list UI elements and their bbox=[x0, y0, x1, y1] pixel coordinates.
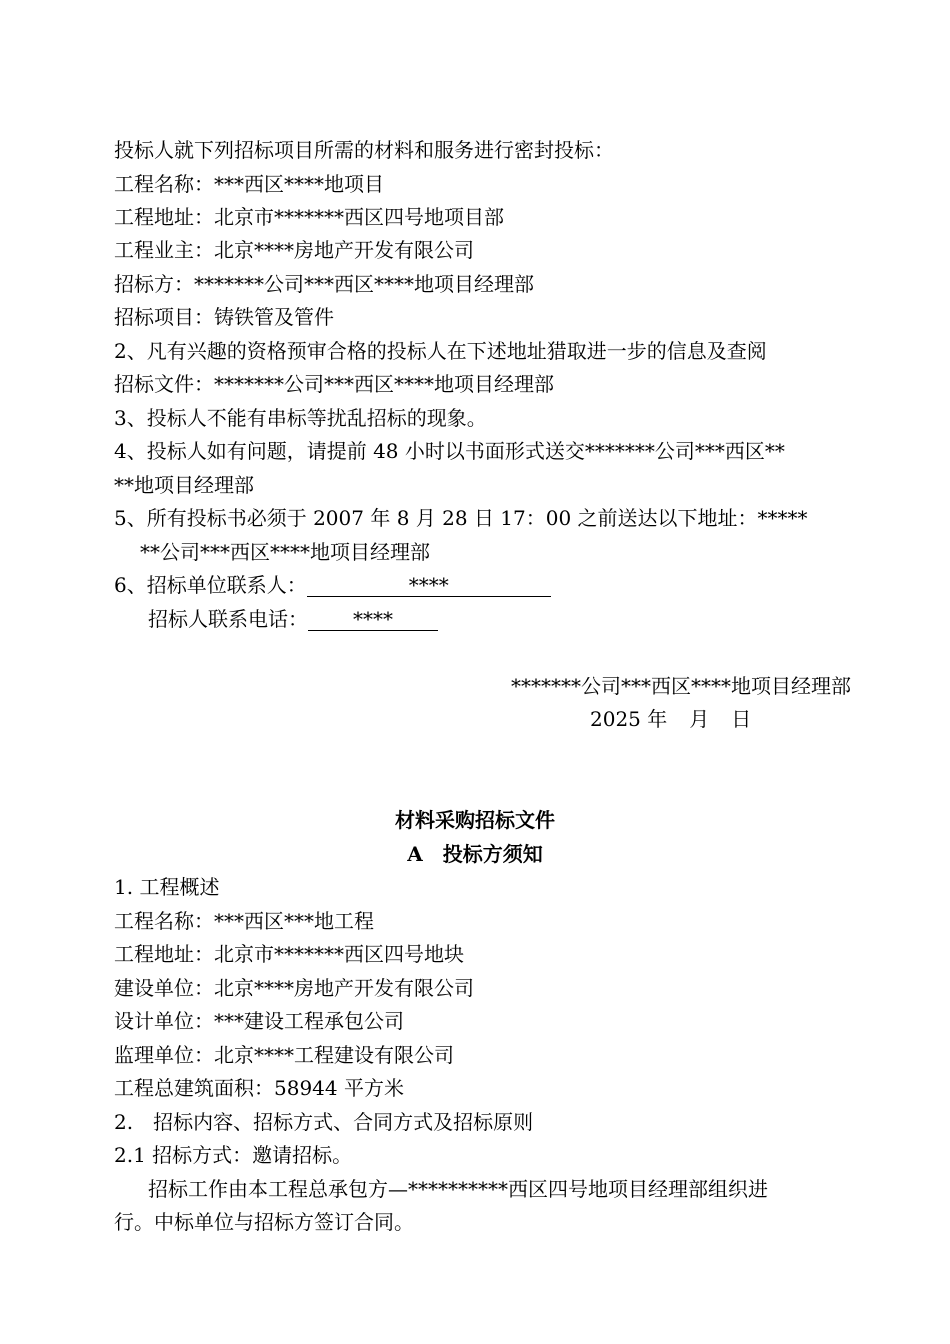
item-2-line-1: 2、凡有兴趣的资格预审合格的投标人在下述地址猎取进一步的信息及查阅 bbox=[114, 339, 767, 363]
section-1-builder: 建设单位：北京****房地产开发有限公司 bbox=[114, 976, 474, 1000]
section-2-paragraph-line-2: 行。中标单位与招标方签订合同。 bbox=[114, 1210, 414, 1234]
tender-item: 招标项目：铸铁管及管件 bbox=[114, 305, 334, 329]
section-2-heading: 2. 招标内容、招标方式、合同方式及招标原则 bbox=[114, 1110, 534, 1134]
notice-intro: 投标人就下列招标项目所需的材料和服务进行密封投标： bbox=[114, 138, 614, 162]
contact-phone-label: 招标人联系电话： bbox=[148, 607, 308, 631]
item-2-line-2: 招标文件：*******公司***西区****地项目经理部 bbox=[114, 372, 554, 396]
item-4-line-1: 4、投标人如有问题，请提前 48 小时以书面形式送交*******公司***西区** bbox=[114, 439, 785, 463]
section-2-paragraph-line-1: 招标工作由本工程总承包方—**********西区四号地项目经理部组织进 bbox=[148, 1177, 768, 1201]
signature-date bbox=[590, 707, 751, 731]
document-title: 材料采购招标文件 bbox=[395, 808, 555, 832]
section-1-designer: 设计单位：***建设工程承包公司 bbox=[114, 1009, 404, 1033]
item-3: 3、投标人不能有串标等扰乱招标的现象。 bbox=[114, 406, 487, 430]
contact-phone-value: **** bbox=[308, 608, 438, 631]
section-1-address: 工程地址：北京市*******西区四号地块 bbox=[114, 942, 464, 966]
date-day: 日 bbox=[731, 707, 752, 731]
item-5-line-2: **公司***西区****地项目经理部 bbox=[140, 540, 430, 564]
project-name: 工程名称：***西区****地项目 bbox=[114, 172, 384, 196]
section-1-area: 工程总建筑面积：58944 平方米 bbox=[114, 1076, 404, 1100]
project-address: 工程地址：北京市*******西区四号地项目部 bbox=[114, 205, 504, 229]
section-1-project-name: 工程名称：***西区***地工程 bbox=[114, 909, 374, 933]
section-2-1: 2.1 招标方式：邀请招标。 bbox=[114, 1143, 353, 1167]
contact-person-row bbox=[114, 573, 551, 597]
tenderer: 招标方：*******公司***西区****地项目经理部 bbox=[114, 272, 534, 296]
document-subtitle: A 投标方须知 bbox=[407, 842, 543, 866]
date-month: 月 bbox=[689, 707, 710, 731]
contact-person-value: **** bbox=[307, 574, 551, 597]
date-year: 2025 年 bbox=[590, 707, 668, 731]
contact-person-label: 6、招标单位联系人： bbox=[114, 573, 307, 597]
item-5-line-1: 5、所有投标书必须于 2007 年 8 月 28 日 17：00 之前送达以下地址：***** bbox=[114, 506, 808, 530]
item-4-line-2: **地项目经理部 bbox=[114, 473, 254, 497]
contact-phone-row bbox=[148, 607, 438, 631]
signature: *******公司***西区****地项目经理部 bbox=[511, 674, 851, 698]
section-1-heading: 1. 工程概述 bbox=[114, 875, 220, 899]
project-owner: 工程业主：北京****房地产开发有限公司 bbox=[114, 238, 474, 262]
section-1-supervisor: 监理单位：北京****工程建设有限公司 bbox=[114, 1043, 454, 1067]
